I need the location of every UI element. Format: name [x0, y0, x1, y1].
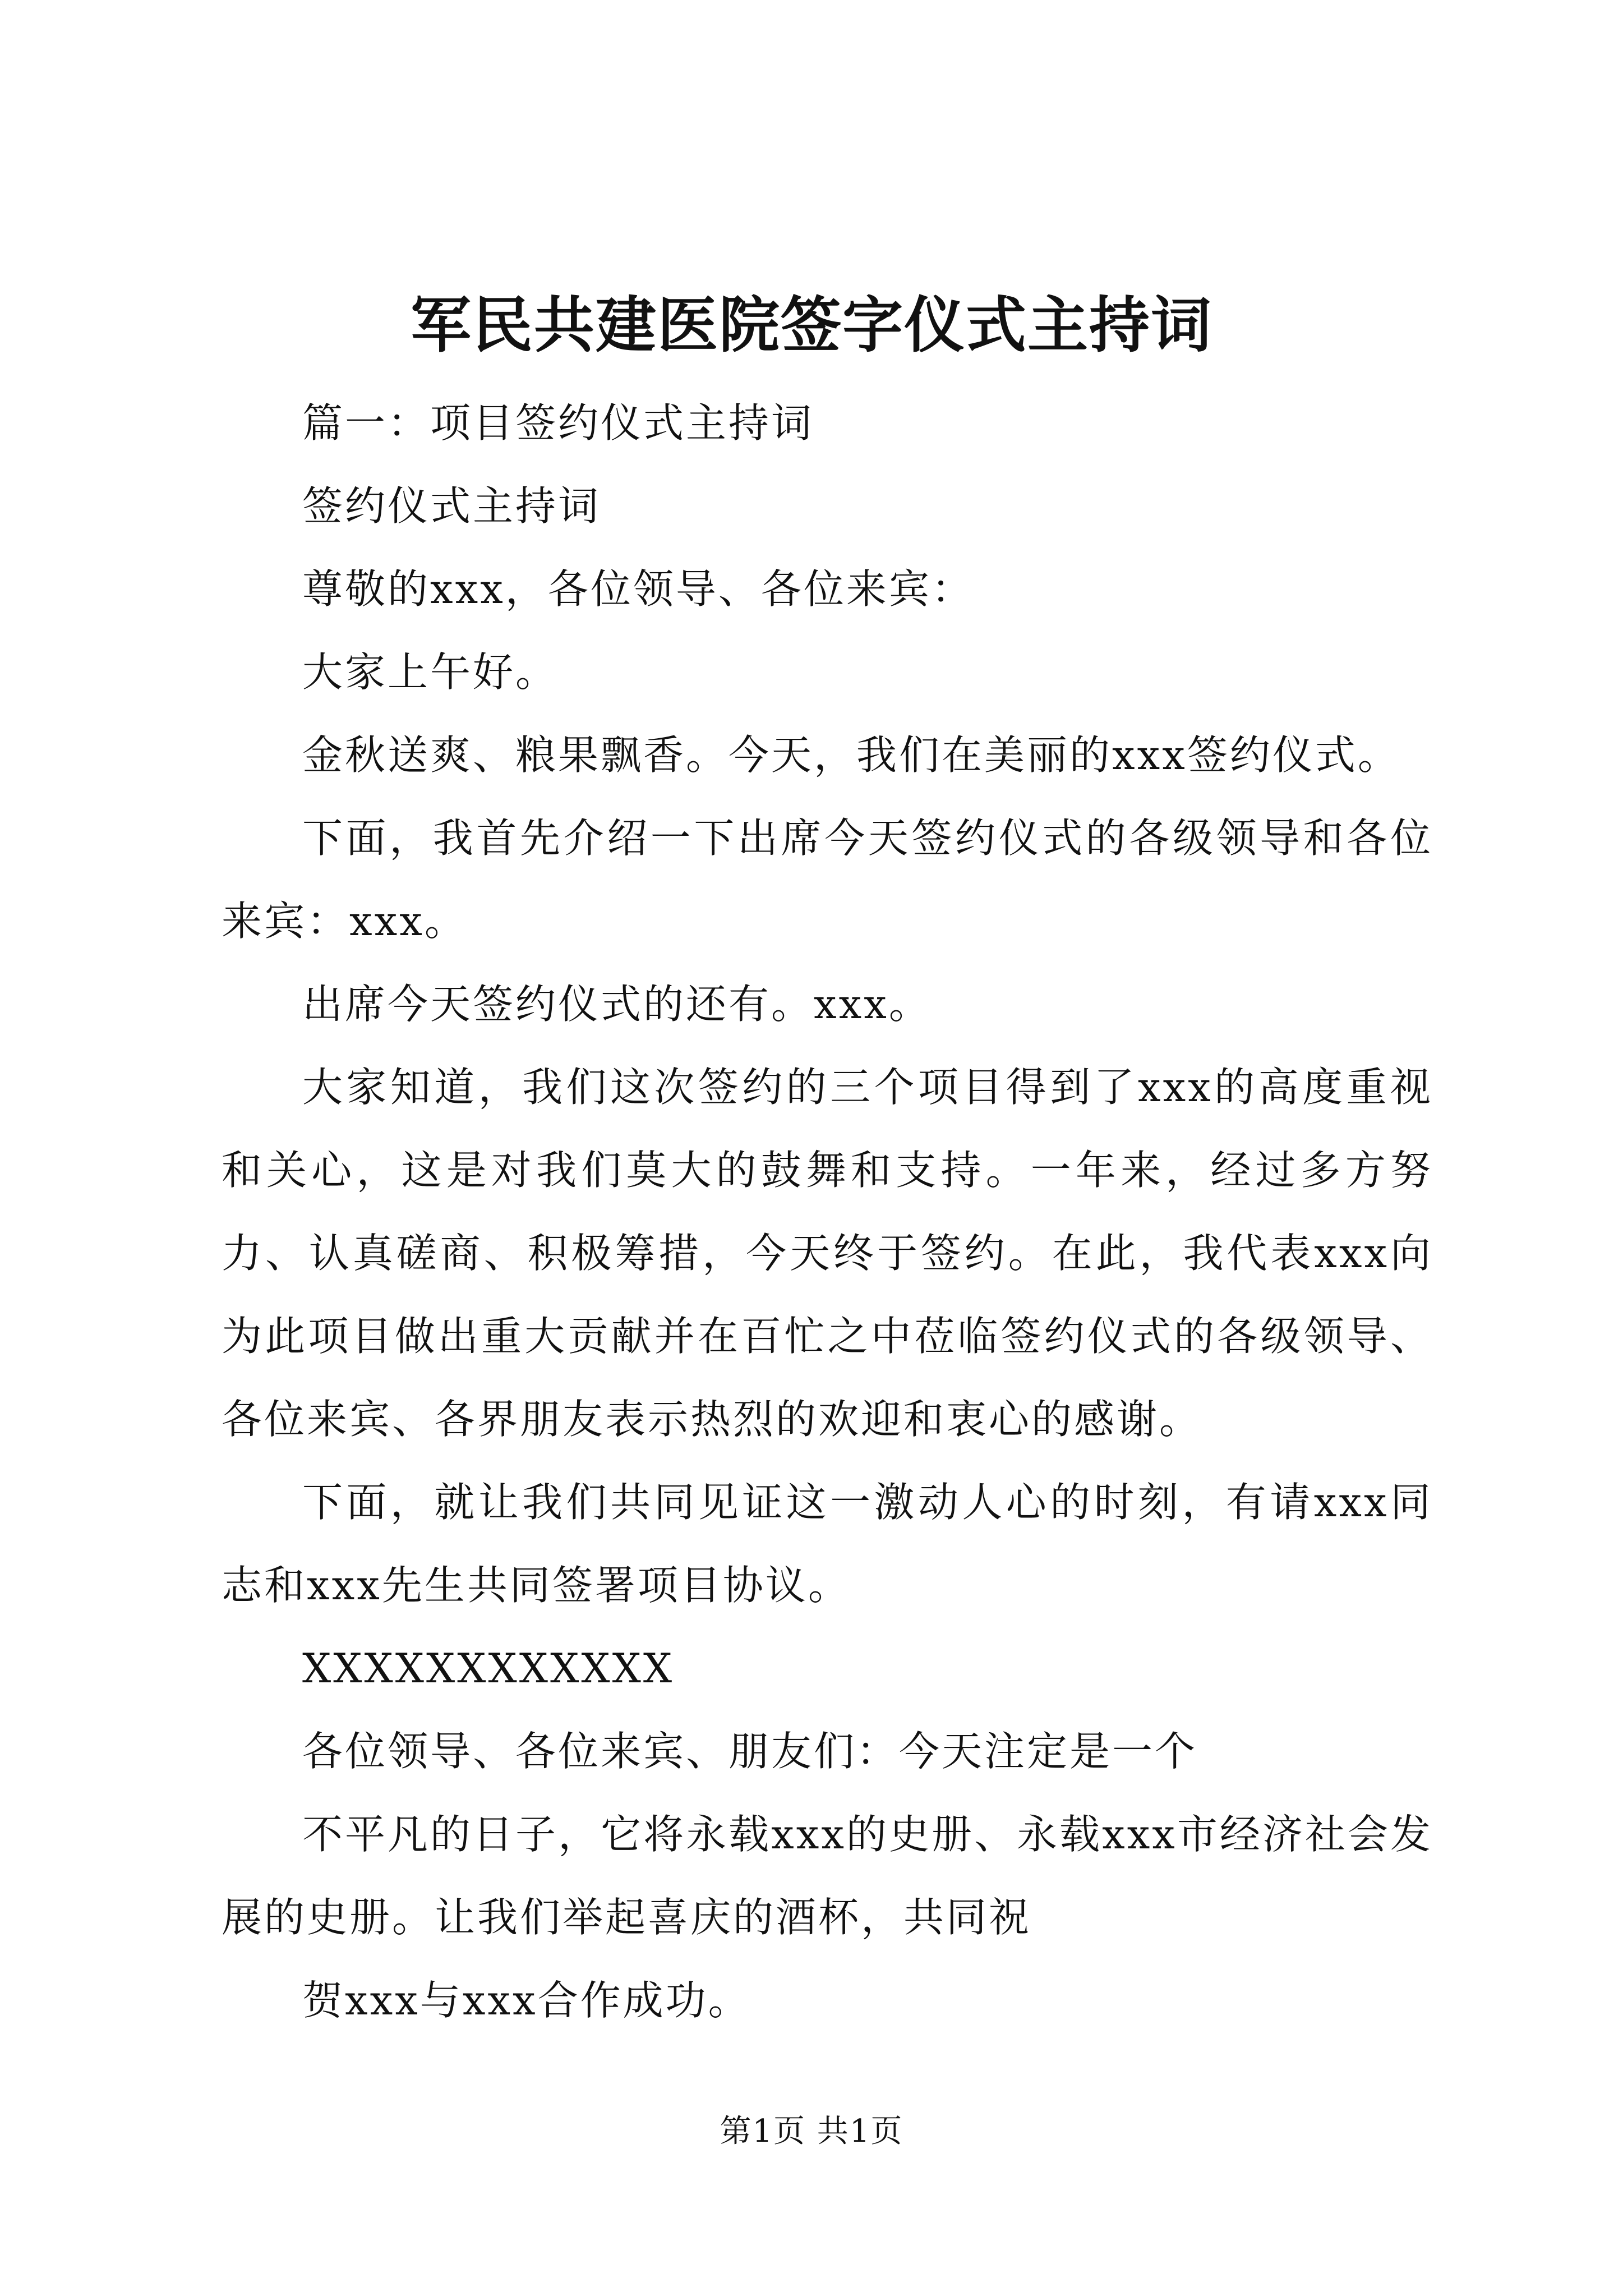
paragraph-greeting: 大家上午好。 — [302, 648, 559, 696]
paragraph-thanks: 大家知道，我们这次签约的三个项目得到了xxx的高度重视和关心，这是对我们莫大的鼓舞和支持。一年来，经过多方努力、认真磋商、积极筹措，今天终于签约。在此，我代表xxx向为此项目做出重大贡献并在百忙之中莅临签约仪式的各级领导、各位来宾、各界朋友表示热烈的欢迎和衷心的感谢。 — [222, 1064, 1433, 1443]
paragraph-opening: 金秋送爽、粮果飘香。今天，我们在美丽的xxx签约仪式。 — [302, 731, 1400, 779]
paragraph-salutation: 尊敬的xxx，各位领导、各位来宾： — [302, 565, 974, 613]
paragraph-introduction: 下面，我首先介绍一下出席今天签约仪式的各级领导和各位来宾：xxx。 — [222, 815, 1433, 945]
paragraph-closing-toast: 不平凡的日子，它将永载xxx的史册、永载xxx市经济社会发展的史册。让我们举起喜庆的酒杯，共同祝 — [222, 1811, 1433, 1941]
paragraph-closing-address: 各位领导、各位来宾、朋友们：今天注定是一个 — [302, 1728, 1198, 1775]
paragraph-signing: 下面，就让我们共同见证这一激动人心的时刻，有请xxx同志和xxx先生共同签署项目协议。 — [222, 1479, 1433, 1609]
page-footer: 第1页 共1页 — [720, 2113, 903, 2150]
paragraph-closing-end: 贺xxx与xxx合作成功。 — [302, 1977, 751, 2024]
paragraph-subheading: 签约仪式主持词 — [302, 482, 601, 530]
document-body — [222, 381, 1433, 2042]
paragraph-attendees: 出席今天签约仪式的还有。xxx。 — [302, 981, 932, 1028]
paragraph-placeholder: XXXXXXXXXXXX — [302, 1645, 675, 1692]
document-title: 军民共建医院签字仪式主持词 — [410, 290, 1212, 361]
paragraph-section-heading: 篇一：项目签约仪式主持词 — [302, 399, 814, 447]
